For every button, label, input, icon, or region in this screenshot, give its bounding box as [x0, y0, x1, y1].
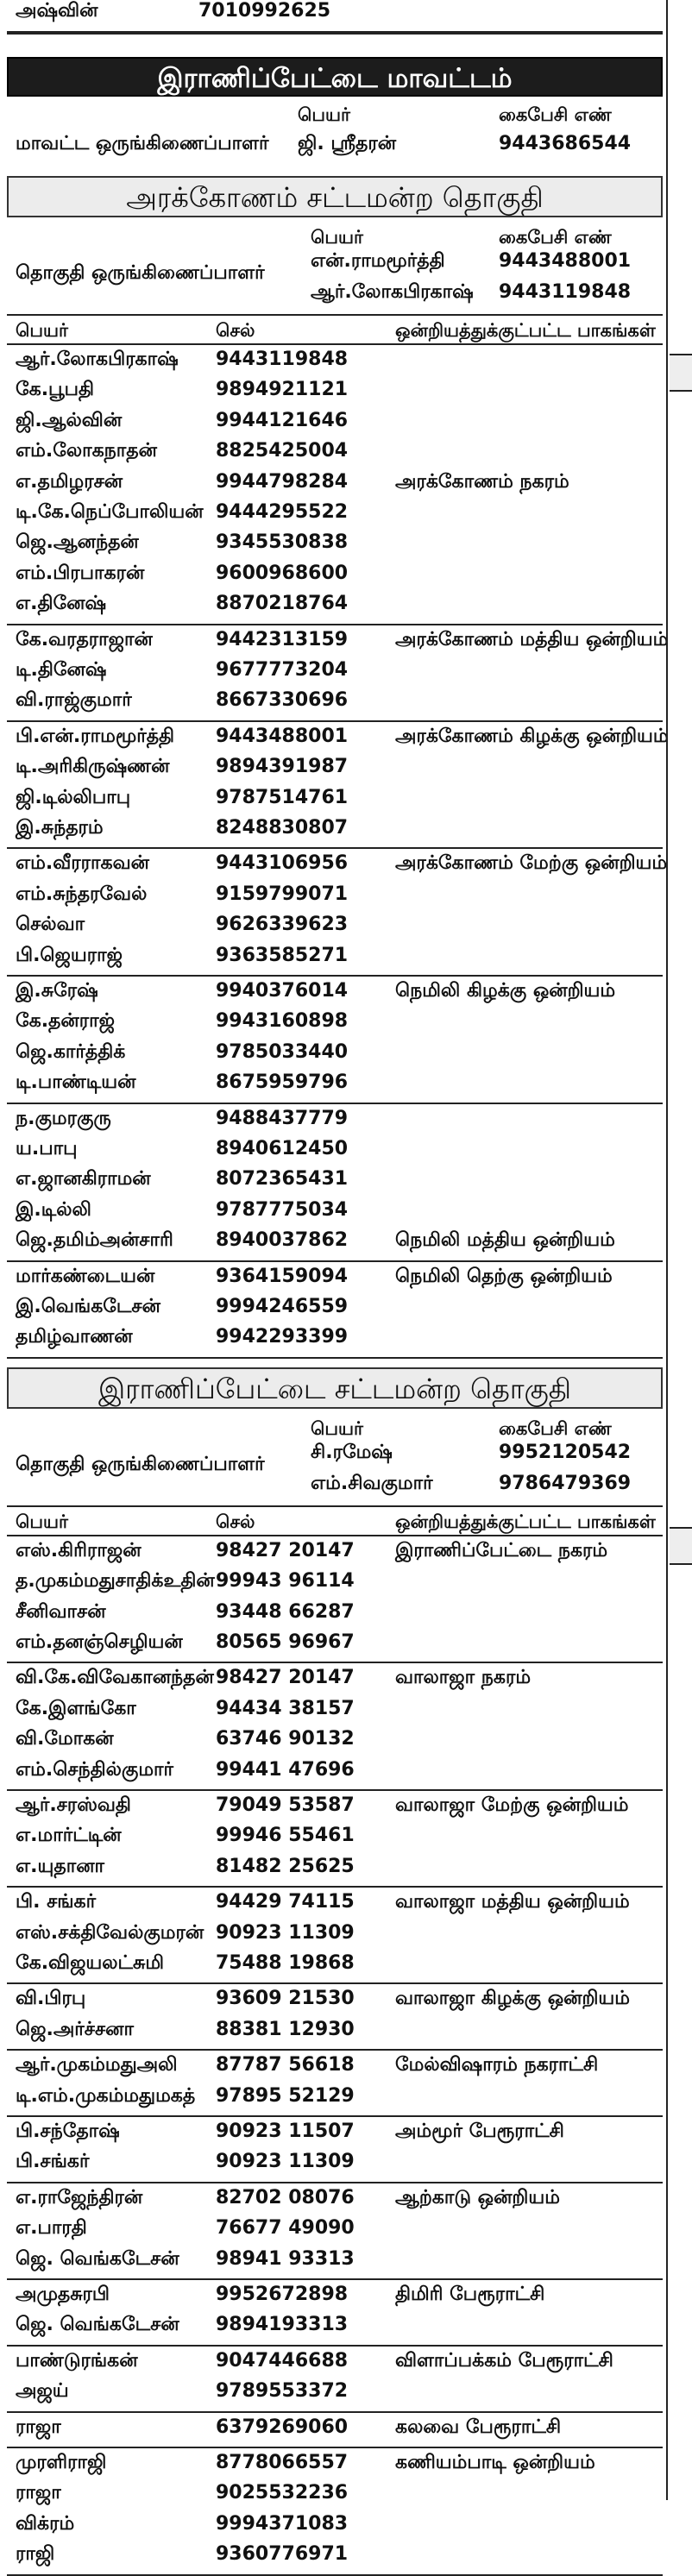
member-phone: 8940037862: [216, 1229, 349, 1252]
rule: [7, 1103, 663, 1104]
member-phone: 8675959796: [216, 1071, 349, 1094]
member-phone: 9894193313: [216, 2314, 349, 2336]
rule: [7, 2049, 663, 2051]
area-name: இராணிப்பேட்டை நகரம்: [395, 1539, 608, 1561]
member-name: ஜெ. வெங்கடேசன்: [16, 2247, 179, 2270]
top-row-name: அஷ்வின்: [16, 0, 98, 22]
member-name: எம்.வீரராகவன்: [16, 852, 149, 875]
rule: [7, 1662, 663, 1663]
member-phone: 98427 20147: [216, 1539, 355, 1561]
member-name: டி.எம்.முகம்மதுமகத்: [16, 2084, 196, 2107]
rule: [7, 1505, 663, 1507]
member-name: ஜி.டில்லிபாபு: [16, 786, 131, 808]
area-name: நெமிலி தெற்கு ஒன்றியம்: [395, 1265, 613, 1287]
member-phone: 93609 21530: [216, 1988, 355, 2010]
member-name: எ.ஜானகிராமன்: [16, 1168, 151, 1191]
column-header-phone: கைபேசி எண்: [499, 227, 612, 248]
member-phone: 9787775034: [216, 1198, 349, 1221]
adjacent-banner-edge: [670, 354, 692, 392]
member-phone: 76677 49090: [216, 2217, 355, 2240]
area-name: நெமிலி மத்திய ஒன்றியம்: [395, 1229, 615, 1252]
member-name: எம்.சுந்தரவேல்: [16, 883, 148, 905]
member-phone: 9994371083: [216, 2512, 349, 2535]
member-phone: 99441 47696: [216, 1758, 355, 1781]
member-phone: 9159799071: [216, 883, 349, 905]
area-name: கலவை பேரூராட்சி: [395, 2416, 562, 2438]
member-phone: 75488 19868: [216, 1952, 355, 1974]
member-phone: 94429 74115: [216, 1891, 355, 1913]
rule: [7, 1982, 663, 1984]
member-phone: 98427 20147: [216, 1667, 355, 1689]
rule: [7, 2115, 663, 2117]
coordinator-phone: 9786479369: [499, 1472, 632, 1494]
member-phone: 9942293399: [216, 1326, 349, 1348]
member-phone: 9444295522: [216, 501, 349, 523]
member-name: த.முகம்மதுசாதிக்உதின்: [16, 1570, 215, 1593]
member-phone: 9677773204: [216, 659, 349, 681]
member-phone: 63746 90132: [216, 1728, 355, 1750]
table-header-cell: செல்: [216, 320, 255, 341]
member-phone: 8778066557: [216, 2452, 349, 2473]
member-phone: 79049 53587: [216, 1794, 355, 1816]
member-name: வி.ராஜ்குமார்: [16, 689, 132, 712]
constituency-coordinator-role: தொகுதி ஒருங்கிணைப்பாளர்: [16, 262, 265, 284]
adjacent-column-edge: [666, 0, 690, 2500]
member-phone: 9894921121: [216, 379, 349, 401]
coordinator-name: எம்.சிவகுமார்: [311, 1472, 433, 1494]
member-phone: 9047446688: [216, 2349, 349, 2372]
area-name: மேல்விஷாரம் நகராட்சி: [395, 2054, 599, 2077]
member-name: பி.என்.ராமமூர்த்தி: [16, 725, 175, 747]
area-name: வாலாஜா மத்திய ஒன்றியம்: [395, 1891, 630, 1913]
area-name: அரக்கோணம் நகரம்: [395, 470, 569, 493]
ranipet-banner: இராணிப்பேட்டை சட்டமன்ற தொகுதி: [7, 1367, 663, 1409]
member-name: எம்.லோகநாதன்: [16, 440, 157, 462]
member-name: எ.தினேஷ்: [16, 593, 107, 615]
member-phone: 9940376014: [216, 980, 349, 1002]
rule: [7, 2345, 663, 2347]
rule: [7, 2574, 663, 2576]
rule: [7, 847, 663, 849]
member-phone: 9442313159: [216, 628, 349, 650]
member-name: எம்.செந்தில்குமார்: [16, 1758, 174, 1781]
member-name: டி.அரிகிருஷ்ணன்: [16, 756, 170, 778]
member-phone: 9944121646: [216, 409, 349, 431]
area-name: வாலாஜா கிழக்கு ஒன்றியம்: [395, 1988, 630, 2010]
area-name: வாலாஜா மேற்கு ஒன்றியம்: [395, 1794, 629, 1816]
table-header-area: ஒன்றியத்துக்குட்பட்ட பாகங்கள்: [395, 1511, 656, 1532]
coordinator-name: என்.ராமமூர்த்தி: [311, 250, 445, 272]
member-phone: 90923 11507: [216, 2120, 355, 2142]
district-coordinator-phone: 9443686544: [499, 133, 632, 154]
district-coordinator-role: மாவட்ட ஒருங்கிணைப்பாளர்: [16, 133, 269, 154]
member-phone: 81482 25625: [216, 1855, 355, 1877]
member-name: வி.பிரபு: [16, 1988, 86, 2010]
member-name: பி.சந்தோஷ்: [16, 2120, 120, 2142]
member-phone: 9787514761: [216, 786, 349, 808]
member-name: பி. சங்கர்: [16, 1891, 97, 1913]
area-name: விளாப்பக்கம் பேரூராட்சி: [395, 2349, 613, 2372]
coordinator-phone: 9952120542: [499, 1441, 632, 1463]
rule: [7, 2182, 663, 2183]
rule: [7, 2447, 663, 2448]
district-coordinator-name: ஜி. ஸ்ரீதரன்: [298, 133, 397, 154]
member-phone: 99943 96114: [216, 1570, 355, 1593]
rule: [7, 1886, 663, 1888]
rule: [7, 624, 663, 625]
adjacent-banner-edge: [670, 1527, 692, 1565]
rule: [7, 31, 663, 35]
column-header-name: பெயர்: [311, 1417, 363, 1439]
column-header-name: பெயர்: [298, 104, 350, 125]
rule: [7, 975, 663, 977]
member-name: இ.சுரேஷ்: [16, 980, 98, 1002]
member-phone: 6379269060: [216, 2416, 349, 2438]
member-name: எம்.தனஞ்செழியன்: [16, 1631, 183, 1653]
member-name: ஆர்.சரஸ்வதி: [16, 1794, 131, 1816]
member-name: எ.மார்ட்டின்: [16, 1825, 122, 1847]
area-name: அரக்கோணம் மத்திய ஒன்றியம்: [395, 628, 669, 650]
member-phone: 8667330696: [216, 689, 349, 712]
member-name: டி.பாண்டியன்: [16, 1071, 136, 1094]
top-row-phone: 7010992625: [198, 0, 331, 22]
member-phone: 8825425004: [216, 440, 349, 462]
member-name: பாண்டுரங்கன்: [16, 2349, 138, 2372]
member-name: ஜெ.தமிம்அன்சாரி: [16, 1229, 173, 1252]
member-phone: 9443106956: [216, 852, 349, 875]
member-name: வி.மோகன்: [16, 1728, 114, 1750]
arakkonam-banner: அரக்கோணம் சட்டமன்ற தொகுதி: [7, 176, 663, 217]
coordinator-name: சி.ரமேஷ்: [311, 1441, 393, 1463]
table-header-name: பெயர்: [16, 1511, 68, 1532]
table-header-cell: செல்: [216, 1511, 255, 1532]
member-phone: 9363585271: [216, 944, 349, 966]
member-phone: 9894391987: [216, 756, 349, 778]
member-phone: 9952672898: [216, 2284, 349, 2305]
coordinator-phone: 9443119848: [499, 281, 632, 303]
member-name: ஜெ.ஆனந்தன்: [16, 531, 139, 554]
area-name: நெமிலி கிழக்கு ஒன்றியம்: [395, 980, 616, 1002]
member-name: இ.டில்லி: [16, 1198, 91, 1221]
member-name: கே.இளங்கோ: [16, 1697, 136, 1719]
member-name: பி.சங்கர்: [16, 2151, 90, 2173]
member-phone: 9785033440: [216, 1040, 349, 1063]
member-phone: 88381 12930: [216, 2018, 355, 2040]
rule: [7, 2278, 663, 2280]
rule: [7, 1535, 663, 1536]
rule: [7, 720, 663, 722]
member-name: கே.பூபதி: [16, 379, 95, 401]
member-name: எஸ்.கிரிராஜன்: [16, 1539, 142, 1561]
member-phone: 9943160898: [216, 1010, 349, 1033]
member-phone: 9994246559: [216, 1296, 349, 1317]
member-name: எ.யுதானா: [16, 1855, 105, 1877]
member-name: ராஜா: [16, 2416, 61, 2438]
member-name: ராஜா: [16, 2482, 61, 2504]
member-name: அமுதசுரபி: [16, 2284, 110, 2305]
member-phone: 9345530838: [216, 531, 349, 554]
member-name: முரளிராஜி: [16, 2452, 107, 2473]
member-phone: 9360776971: [216, 2543, 349, 2566]
column-header-phone: கைபேசி எண்: [499, 1417, 612, 1439]
member-name: ய.பாபு: [16, 1138, 78, 1159]
member-name: எ.ராஜேந்திரன்: [16, 2186, 143, 2208]
member-name: டி.கே.நெப்போலியன்: [16, 501, 204, 523]
member-name: விக்ரம்: [16, 2512, 75, 2535]
table-header-area: ஒன்றியத்துக்குட்பட்ட பாகங்கள்: [395, 320, 656, 341]
member-phone: 8248830807: [216, 817, 349, 839]
rule: [7, 2411, 663, 2413]
member-phone: 90923 11309: [216, 2151, 355, 2173]
constituency-coordinator-role: தொகுதி ஒருங்கிணைப்பாளர்: [16, 1453, 265, 1475]
member-name: அஜய்: [16, 2380, 69, 2403]
table-header-name: பெயர்: [16, 320, 68, 341]
member-phone: 80565 96967: [216, 1631, 355, 1653]
member-name: இ.வெங்கடேசன்: [16, 1296, 160, 1317]
member-name: ஆர்.முகம்மதுஅலி: [16, 2054, 178, 2077]
area-name: அரக்கோணம் மேற்கு ஒன்றியம்: [395, 852, 668, 875]
member-name: தமிழ்வாணன்: [16, 1326, 133, 1348]
member-phone: 9600968600: [216, 562, 349, 584]
member-name: எம்.பிரபாகரன்: [16, 562, 145, 584]
member-name: கே.விஜயலட்சுமி: [16, 1952, 165, 1974]
member-phone: 8072365431: [216, 1168, 349, 1191]
member-name: செல்வா: [16, 914, 85, 936]
member-phone: 90923 11309: [216, 1921, 355, 1944]
member-phone: 99946 55461: [216, 1825, 355, 1847]
area-name: அம்மூர் பேரூராட்சி: [395, 2120, 564, 2142]
member-phone: 9944798284: [216, 470, 349, 493]
member-name: ஆர்.லோகபிரகாஷ்: [16, 349, 179, 370]
district-banner: இராணிப்பேட்டை மாவட்டம்: [7, 57, 663, 97]
area-name: கணியம்பாடி ஒன்றியம்: [395, 2452, 595, 2473]
member-name: ஜெ. வெங்கடேசன்: [16, 2314, 179, 2336]
rule: [7, 1789, 663, 1791]
column-header-phone: கைபேசி எண்: [499, 104, 612, 125]
member-phone: 9488437779: [216, 1107, 349, 1129]
area-name: திமிரி பேரூராட்சி: [395, 2284, 545, 2305]
rule: [7, 1260, 663, 1262]
member-phone: 94434 38157: [216, 1697, 355, 1719]
member-phone: 8870218764: [216, 593, 349, 615]
member-name: சீனிவாசன்: [16, 1600, 106, 1623]
member-name: பி.ஜெயராஜ்: [16, 944, 123, 966]
member-phone: 9443488001: [216, 725, 349, 747]
member-phone: 97895 52129: [216, 2084, 355, 2107]
member-name: கே.வரதராஜான்: [16, 628, 153, 650]
column-header-name: பெயர்: [311, 227, 363, 248]
rule: [7, 1357, 663, 1359]
member-name: ராஜி: [16, 2543, 55, 2566]
coordinator-name: ஆர்.லோகபிரகாஷ்: [311, 281, 474, 303]
member-name: எ.தமிழரசன்: [16, 470, 123, 493]
member-name: எ.பாரதி: [16, 2217, 87, 2240]
member-phone: 9364159094: [216, 1265, 349, 1287]
member-name: எஸ்.சக்திவேல்குமரன்: [16, 1921, 204, 1944]
member-phone: 87787 56618: [216, 2054, 355, 2077]
coordinator-phone: 9443488001: [499, 250, 632, 272]
member-name: இ.சுந்தரம்: [16, 817, 104, 839]
member-name: ஜி.ஆல்வின்: [16, 409, 123, 431]
rule: [7, 314, 663, 316]
member-name: மார்கண்டையன்: [16, 1265, 155, 1287]
area-name: ஆற்காடு ஒன்றியம்: [395, 2186, 560, 2208]
member-phone: 93448 66287: [216, 1600, 355, 1623]
member-name: ஜெ.கார்த்திக்: [16, 1040, 126, 1063]
area-name: அரக்கோணம் கிழக்கு ஒன்றியம்: [395, 725, 669, 747]
member-name: வி.கே.விவேகானந்தன்: [16, 1667, 214, 1689]
member-phone: 9626339623: [216, 914, 349, 936]
member-name: கே.தன்ராஜ்: [16, 1010, 115, 1033]
member-phone: 8940612450: [216, 1138, 349, 1159]
member-phone: 9443119848: [216, 349, 349, 370]
member-phone: 82702 08076: [216, 2186, 355, 2208]
member-name: ந.குமரகுரு: [16, 1107, 111, 1129]
member-phone: 9025532236: [216, 2482, 349, 2504]
member-phone: 98941 93313: [216, 2247, 355, 2270]
member-name: ஜெ.அர்ச்சனா: [16, 2018, 134, 2040]
area-name: வாலாஜா நகரம்: [395, 1667, 532, 1689]
member-phone: 9789553372: [216, 2380, 349, 2403]
rule: [7, 343, 663, 345]
member-name: டி.தினேஷ்: [16, 659, 107, 681]
